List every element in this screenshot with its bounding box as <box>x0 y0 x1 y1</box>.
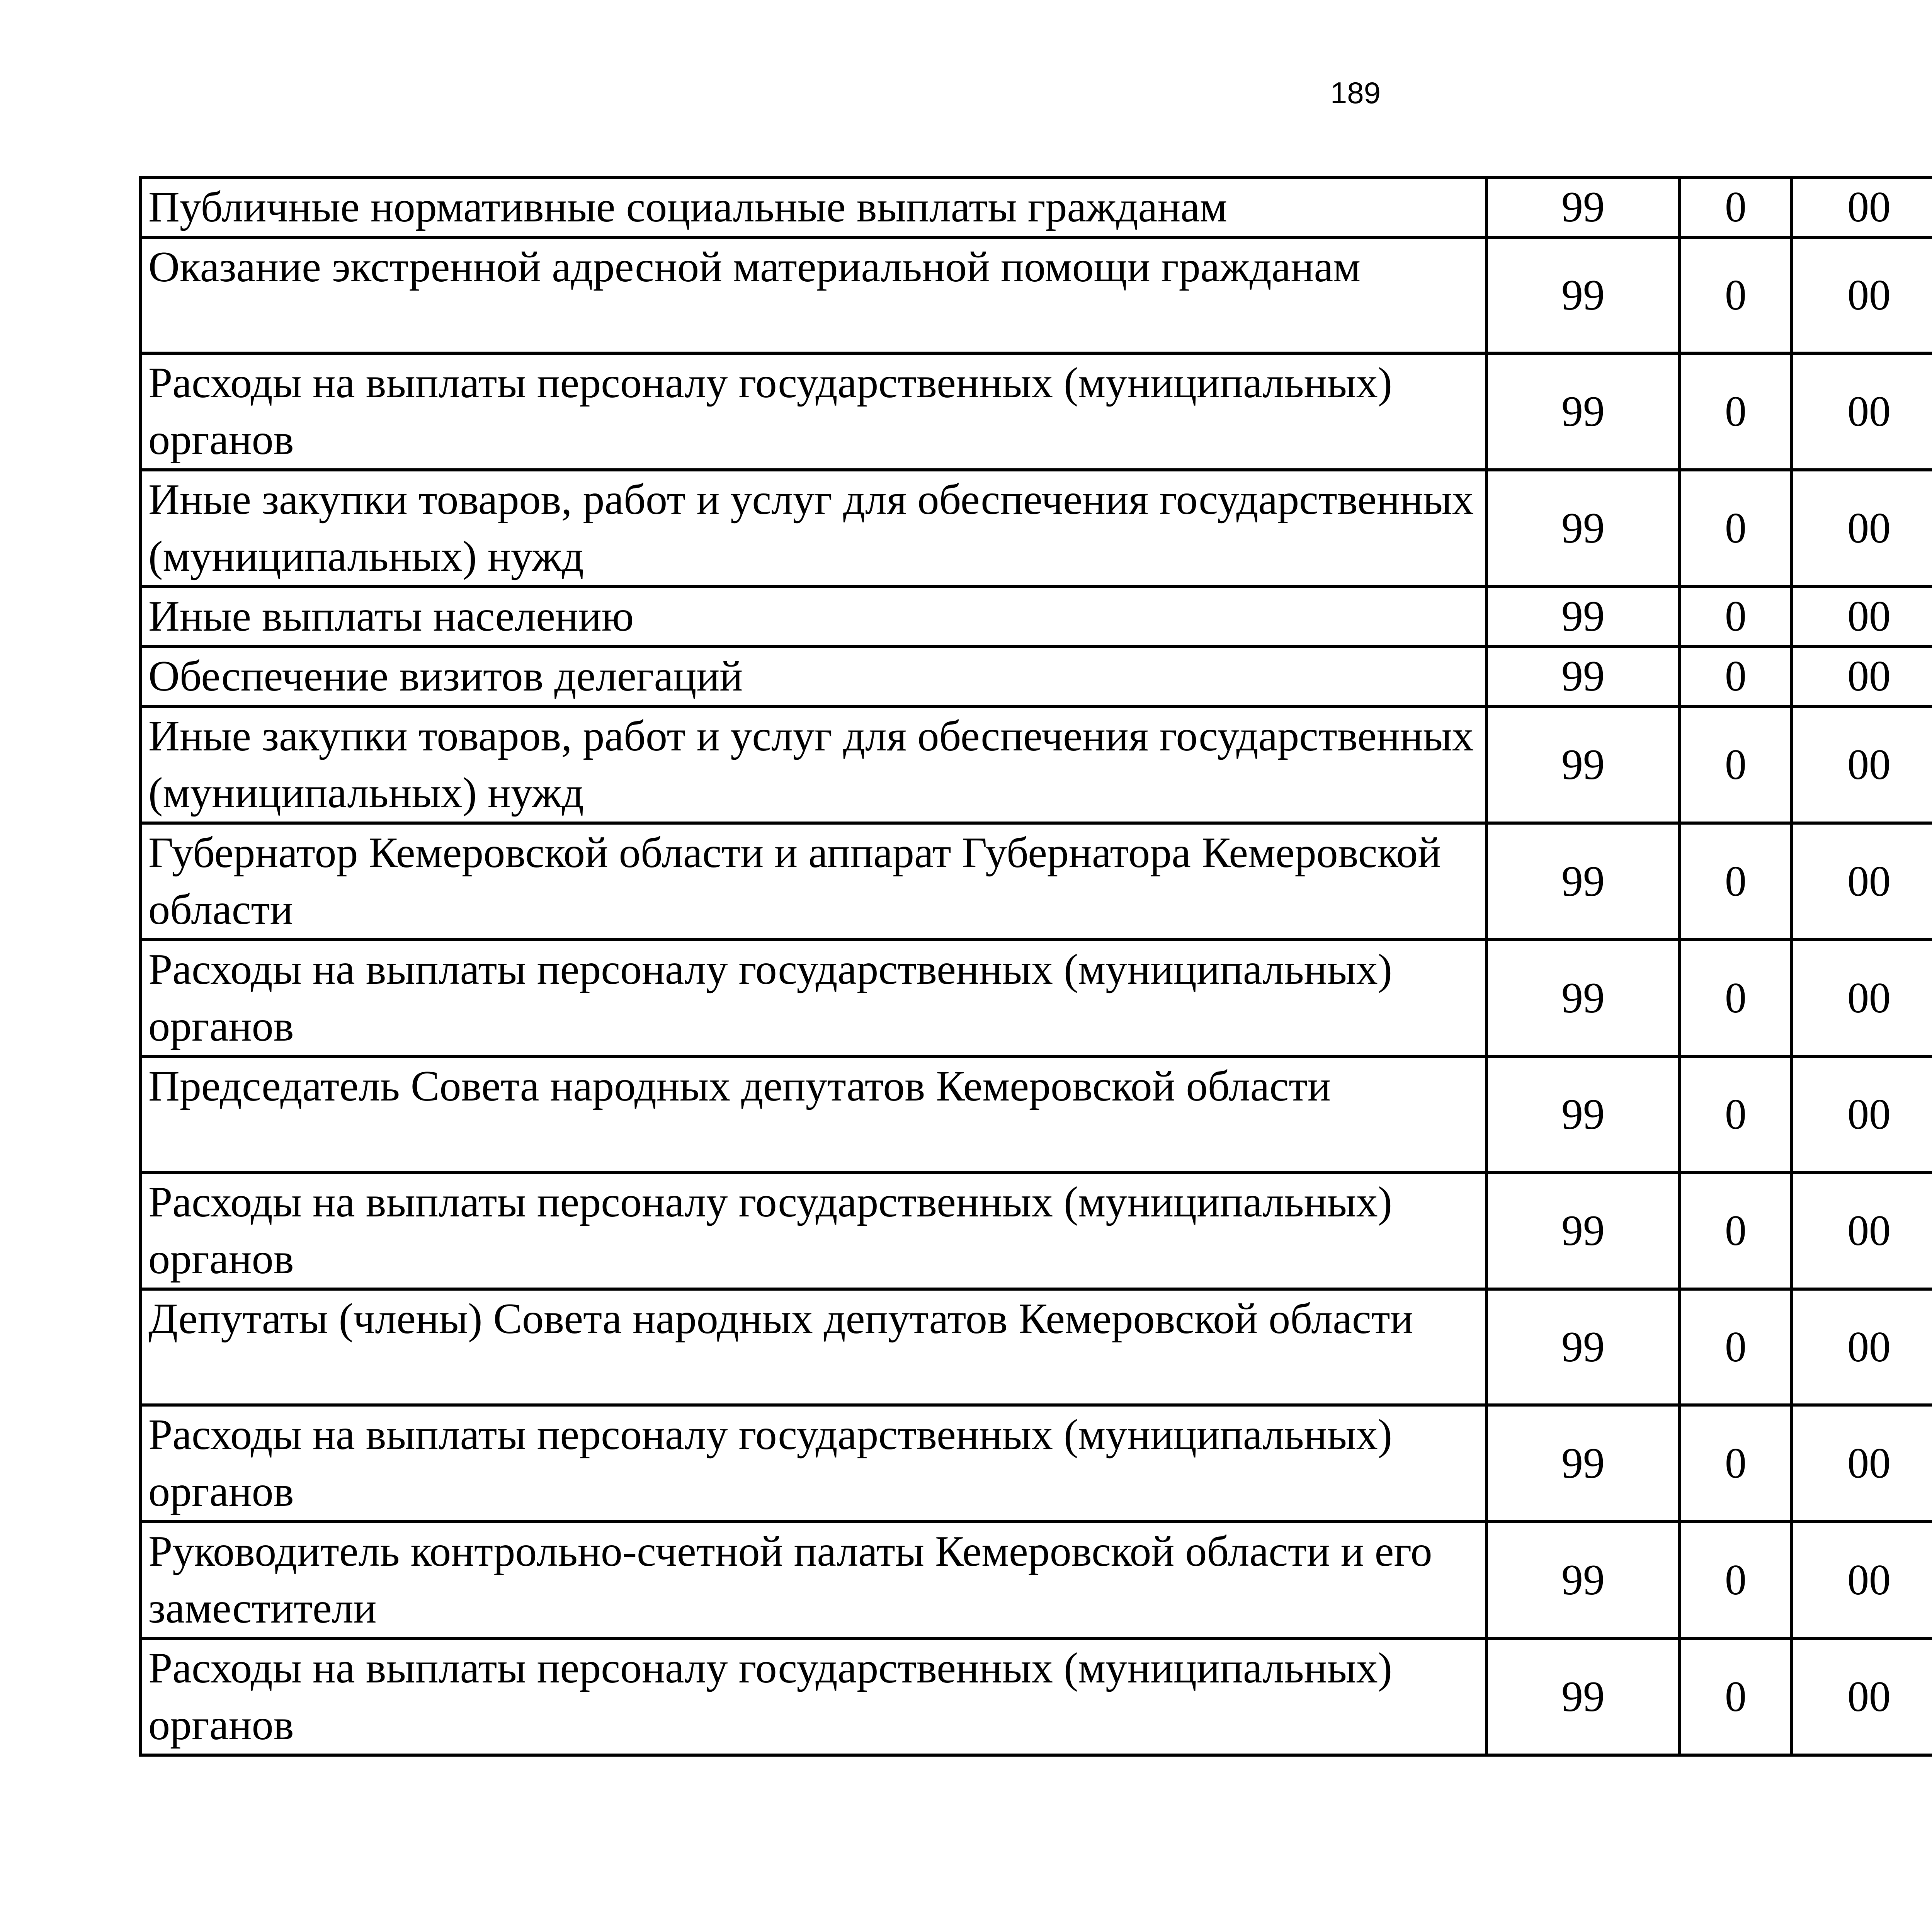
section-code-cell: 99 <box>1486 587 1680 646</box>
subprogram-code-cell: 00 <box>1792 1638 1932 1755</box>
row-name-cell: Иные закупки товаров, работ и услуг для обеспечения государственных (муниципальных) нужд <box>141 706 1486 823</box>
row-name-cell: Расходы на выплаты персоналу государственных (муниципальных) органов <box>141 353 1486 470</box>
page-number: 189 <box>1330 76 1381 110</box>
section-code-cell: 99 <box>1486 1522 1680 1638</box>
section-code-cell: 99 <box>1486 940 1680 1056</box>
row-name-cell: Оказание экстренной адресной материальной помощи гражданам <box>141 237 1486 353</box>
subprogram-code-cell: 00 <box>1792 1172 1932 1289</box>
program-code-cell: 0 <box>1680 1405 1792 1522</box>
subprogram-code-cell: 00 <box>1792 1522 1932 1638</box>
program-code-cell: 0 <box>1680 646 1792 706</box>
row-name-cell: Расходы на выплаты персоналу государственных (муниципальных) органов <box>141 1638 1486 1755</box>
row-name-cell: Председатель Совета народных депутатов Кемеровской области <box>141 1056 1486 1172</box>
budget-table <box>139 176 1932 1757</box>
subprogram-code-cell: 00 <box>1792 1056 1932 1172</box>
program-code-cell: 0 <box>1680 237 1792 353</box>
table-row <box>141 1172 1932 1289</box>
section-code-cell: 99 <box>1486 823 1680 940</box>
table-row <box>141 470 1932 587</box>
subprogram-code-cell: 00 <box>1792 353 1932 470</box>
section-code-cell: 99 <box>1486 1289 1680 1405</box>
table-row <box>141 587 1932 646</box>
program-code-cell: 0 <box>1680 823 1792 940</box>
row-name-cell: Губернатор Кемеровской области и аппарат Губернатора Кемеровской области <box>141 823 1486 940</box>
subprogram-code-cell: 00 <box>1792 1289 1932 1405</box>
table-row <box>141 1522 1932 1638</box>
section-code-cell: 99 <box>1486 1405 1680 1522</box>
subprogram-code-cell: 00 <box>1792 237 1932 353</box>
section-code-cell: 99 <box>1486 646 1680 706</box>
row-name-cell: Обеспечение визитов делегаций <box>141 646 1486 706</box>
section-code-cell: 99 <box>1486 1056 1680 1172</box>
table-row <box>141 353 1932 470</box>
table-row <box>141 646 1932 706</box>
row-name-cell: Расходы на выплаты персоналу государственных (муниципальных) органов <box>141 940 1486 1056</box>
subprogram-code-cell: 00 <box>1792 1405 1932 1522</box>
subprogram-code-cell: 00 <box>1792 823 1932 940</box>
table-row <box>141 177 1932 237</box>
subprogram-code-cell: 00 <box>1792 470 1932 587</box>
table-row <box>141 1638 1932 1755</box>
program-code-cell: 0 <box>1680 470 1792 587</box>
table-row <box>141 823 1932 940</box>
subprogram-code-cell: 00 <box>1792 587 1932 646</box>
table-row <box>141 1289 1932 1405</box>
section-code-cell: 99 <box>1486 177 1680 237</box>
row-name-cell: Депутаты (члены) Совета народных депутатов Кемеровской области <box>141 1289 1486 1405</box>
table-row <box>141 940 1932 1056</box>
section-code-cell: 99 <box>1486 470 1680 587</box>
table-row <box>141 1405 1932 1522</box>
row-name-cell: Расходы на выплаты персоналу государственных (муниципальных) органов <box>141 1405 1486 1522</box>
section-code-cell: 99 <box>1486 353 1680 470</box>
subprogram-code-cell: 00 <box>1792 940 1932 1056</box>
program-code-cell: 0 <box>1680 940 1792 1056</box>
subprogram-code-cell: 00 <box>1792 646 1932 706</box>
row-name-cell: Расходы на выплаты персоналу государственных (муниципальных) органов <box>141 1172 1486 1289</box>
program-code-cell: 0 <box>1680 177 1792 237</box>
row-name-cell: Руководитель контрольно-счетной палаты Кемеровской области и его заместители <box>141 1522 1486 1638</box>
table-row <box>141 1056 1932 1172</box>
section-code-cell: 99 <box>1486 1638 1680 1755</box>
program-code-cell: 0 <box>1680 1522 1792 1638</box>
program-code-cell: 0 <box>1680 1172 1792 1289</box>
section-code-cell: 99 <box>1486 1172 1680 1289</box>
section-code-cell: 99 <box>1486 237 1680 353</box>
table-body <box>141 177 1932 1755</box>
program-code-cell: 0 <box>1680 587 1792 646</box>
subprogram-code-cell: 00 <box>1792 177 1932 237</box>
program-code-cell: 0 <box>1680 1638 1792 1755</box>
program-code-cell: 0 <box>1680 353 1792 470</box>
section-code-cell: 99 <box>1486 706 1680 823</box>
table-row <box>141 237 1932 353</box>
row-name-cell: Публичные нормативные социальные выплаты гражданам <box>141 177 1486 237</box>
program-code-cell: 0 <box>1680 1056 1792 1172</box>
table-row <box>141 706 1932 823</box>
program-code-cell: 0 <box>1680 706 1792 823</box>
row-name-cell: Иные закупки товаров, работ и услуг для обеспечения государственных (муниципальных) нужд <box>141 470 1486 587</box>
row-name-cell: Иные выплаты населению <box>141 587 1486 646</box>
subprogram-code-cell: 00 <box>1792 706 1932 823</box>
program-code-cell: 0 <box>1680 1289 1792 1405</box>
